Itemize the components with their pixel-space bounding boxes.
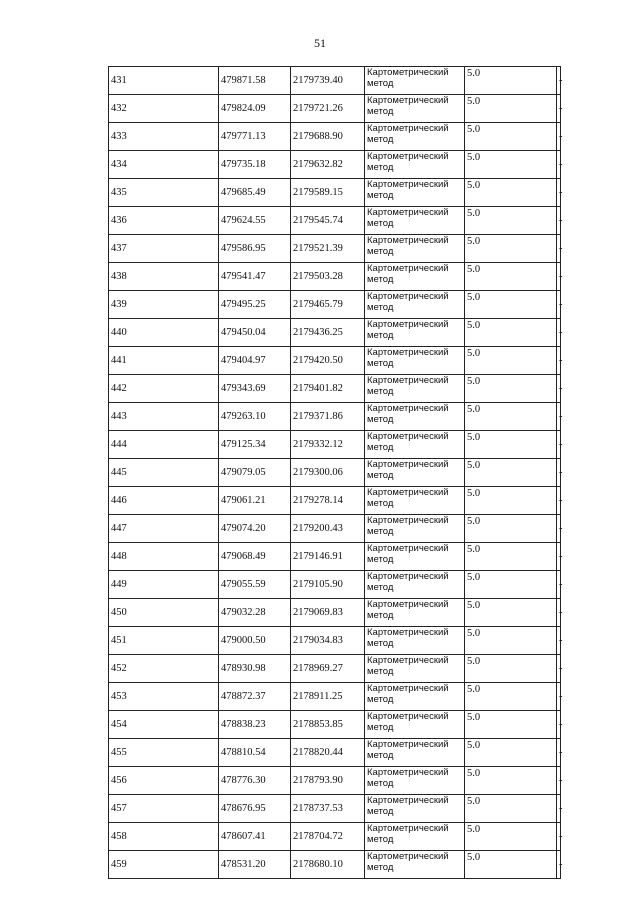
method-cell: Картометрический метод	[365, 571, 465, 599]
note-cell: -	[557, 151, 561, 179]
x-coordinate-cell: 479061.21	[219, 487, 291, 515]
method-cell: Картометрический метод	[365, 739, 465, 767]
point-number-cell: 436	[109, 207, 219, 235]
method-cell: Картометрический метод	[365, 151, 465, 179]
y-coordinate-cell: 2179069.83	[291, 599, 365, 627]
x-coordinate-cell: 479624.55	[219, 207, 291, 235]
point-number-cell: 439	[109, 291, 219, 319]
point-number-cell: 431	[109, 67, 219, 95]
table-row	[109, 403, 561, 431]
table-row	[109, 123, 561, 151]
x-coordinate-cell: 479735.18	[219, 151, 291, 179]
x-coordinate-cell: 479824.09	[219, 95, 291, 123]
y-coordinate-cell: 2178969.27	[291, 655, 365, 683]
method-cell: Картометрический метод	[365, 403, 465, 431]
y-coordinate-cell: 2179300.06	[291, 459, 365, 487]
accuracy-cell: 5.0	[465, 571, 557, 599]
table-row	[109, 599, 561, 627]
point-number-cell: 456	[109, 767, 219, 795]
table-row	[109, 235, 561, 263]
table-row	[109, 179, 561, 207]
accuracy-cell: 5.0	[465, 627, 557, 655]
table-row	[109, 711, 561, 739]
note-cell: -	[557, 319, 561, 347]
y-coordinate-cell: 2179105.90	[291, 571, 365, 599]
method-cell: Картометрический метод	[365, 515, 465, 543]
point-number-cell: 446	[109, 487, 219, 515]
point-number-cell: 458	[109, 823, 219, 851]
y-coordinate-cell: 2179401.82	[291, 375, 365, 403]
note-cell: -	[557, 207, 561, 235]
method-cell: Картометрический метод	[365, 375, 465, 403]
note-cell: -	[557, 403, 561, 431]
y-coordinate-cell: 2179721.26	[291, 95, 365, 123]
accuracy-cell: 5.0	[465, 319, 557, 347]
note-cell: -	[557, 375, 561, 403]
method-cell: Картометрический метод	[365, 291, 465, 319]
method-cell: Картометрический метод	[365, 459, 465, 487]
accuracy-cell: 5.0	[465, 459, 557, 487]
accuracy-cell: 5.0	[465, 235, 557, 263]
point-number-cell: 433	[109, 123, 219, 151]
y-coordinate-cell: 2178704.72	[291, 823, 365, 851]
point-number-cell: 447	[109, 515, 219, 543]
note-cell: -	[557, 739, 561, 767]
method-cell: Картометрический метод	[365, 627, 465, 655]
x-coordinate-cell: 478930.98	[219, 655, 291, 683]
point-number-cell: 454	[109, 711, 219, 739]
point-number-cell: 452	[109, 655, 219, 683]
table-row	[109, 571, 561, 599]
x-coordinate-cell: 479541.47	[219, 263, 291, 291]
table-row	[109, 207, 561, 235]
method-cell: Картометрический метод	[365, 683, 465, 711]
note-cell: -	[557, 543, 561, 571]
method-cell: Картометрический метод	[365, 123, 465, 151]
point-number-cell: 437	[109, 235, 219, 263]
note-cell: -	[557, 711, 561, 739]
method-cell: Картометрический метод	[365, 795, 465, 823]
y-coordinate-cell: 2179146.91	[291, 543, 365, 571]
y-coordinate-cell: 2179503.28	[291, 263, 365, 291]
accuracy-cell: 5.0	[465, 431, 557, 459]
note-cell: -	[557, 123, 561, 151]
y-coordinate-cell: 2178793.90	[291, 767, 365, 795]
table-row	[109, 823, 561, 851]
method-cell: Картометрический метод	[365, 711, 465, 739]
method-cell: Картометрический метод	[365, 655, 465, 683]
method-cell: Картометрический метод	[365, 319, 465, 347]
table-row	[109, 543, 561, 571]
point-number-cell: 443	[109, 403, 219, 431]
table-row	[109, 291, 561, 319]
note-cell: -	[557, 627, 561, 655]
point-number-cell: 442	[109, 375, 219, 403]
accuracy-cell: 5.0	[465, 123, 557, 151]
note-cell: -	[557, 179, 561, 207]
table-row	[109, 67, 561, 95]
method-cell: Картометрический метод	[365, 67, 465, 95]
x-coordinate-cell: 479032.28	[219, 599, 291, 627]
accuracy-cell: 5.0	[465, 403, 557, 431]
y-coordinate-cell: 2179545.74	[291, 207, 365, 235]
note-cell: -	[557, 291, 561, 319]
y-coordinate-cell: 2179465.79	[291, 291, 365, 319]
method-cell: Картометрический метод	[365, 347, 465, 375]
accuracy-cell: 5.0	[465, 347, 557, 375]
table-row	[109, 263, 561, 291]
table-row	[109, 683, 561, 711]
point-number-cell: 457	[109, 795, 219, 823]
note-cell: -	[557, 599, 561, 627]
x-coordinate-cell: 479343.69	[219, 375, 291, 403]
accuracy-cell: 5.0	[465, 823, 557, 851]
x-coordinate-cell: 479068.49	[219, 543, 291, 571]
method-cell: Картометрический метод	[365, 767, 465, 795]
x-coordinate-cell: 479079.05	[219, 459, 291, 487]
accuracy-cell: 5.0	[465, 151, 557, 179]
accuracy-cell: 5.0	[465, 95, 557, 123]
x-coordinate-cell: 479055.59	[219, 571, 291, 599]
note-cell: -	[557, 655, 561, 683]
accuracy-cell: 5.0	[465, 487, 557, 515]
x-coordinate-cell: 478607.41	[219, 823, 291, 851]
coordinates-table	[108, 66, 561, 879]
note-cell: -	[557, 487, 561, 515]
table-row	[109, 515, 561, 543]
note-cell: -	[557, 431, 561, 459]
note-cell: -	[557, 851, 561, 879]
x-coordinate-cell: 479263.10	[219, 403, 291, 431]
note-cell: -	[557, 767, 561, 795]
point-number-cell: 438	[109, 263, 219, 291]
y-coordinate-cell: 2179371.86	[291, 403, 365, 431]
note-cell: -	[557, 235, 561, 263]
x-coordinate-cell: 479074.20	[219, 515, 291, 543]
note-cell: -	[557, 95, 561, 123]
note-cell: -	[557, 795, 561, 823]
table-row	[109, 795, 561, 823]
method-cell: Картометрический метод	[365, 599, 465, 627]
point-number-cell: 448	[109, 543, 219, 571]
method-cell: Картометрический метод	[365, 235, 465, 263]
x-coordinate-cell: 478676.95	[219, 795, 291, 823]
point-number-cell: 450	[109, 599, 219, 627]
page-number: 51	[314, 36, 326, 50]
accuracy-cell: 5.0	[465, 67, 557, 95]
note-cell: -	[557, 67, 561, 95]
method-cell: Картометрический метод	[365, 487, 465, 515]
table-row	[109, 851, 561, 879]
y-coordinate-cell: 2179278.14	[291, 487, 365, 515]
accuracy-cell: 5.0	[465, 767, 557, 795]
y-coordinate-cell: 2178820.44	[291, 739, 365, 767]
x-coordinate-cell: 478776.30	[219, 767, 291, 795]
y-coordinate-cell: 2178911.25	[291, 683, 365, 711]
accuracy-cell: 5.0	[465, 263, 557, 291]
y-coordinate-cell: 2179521.39	[291, 235, 365, 263]
table-row	[109, 347, 561, 375]
y-coordinate-cell: 2179739.40	[291, 67, 365, 95]
table-row	[109, 431, 561, 459]
accuracy-cell: 5.0	[465, 515, 557, 543]
method-cell: Картометрический метод	[365, 95, 465, 123]
accuracy-cell: 5.0	[465, 543, 557, 571]
point-number-cell: 440	[109, 319, 219, 347]
y-coordinate-cell: 2179332.12	[291, 431, 365, 459]
y-coordinate-cell: 2178737.53	[291, 795, 365, 823]
y-coordinate-cell: 2179589.15	[291, 179, 365, 207]
note-cell: -	[557, 515, 561, 543]
x-coordinate-cell: 479404.97	[219, 347, 291, 375]
x-coordinate-cell: 479685.49	[219, 179, 291, 207]
note-cell: -	[557, 571, 561, 599]
method-cell: Картометрический метод	[365, 431, 465, 459]
accuracy-cell: 5.0	[465, 739, 557, 767]
point-number-cell: 444	[109, 431, 219, 459]
accuracy-cell: 5.0	[465, 795, 557, 823]
x-coordinate-cell: 479125.34	[219, 431, 291, 459]
note-cell: -	[557, 683, 561, 711]
accuracy-cell: 5.0	[465, 207, 557, 235]
coordinates-table-body	[109, 67, 561, 879]
table-row	[109, 319, 561, 347]
table-row	[109, 95, 561, 123]
table-row	[109, 151, 561, 179]
table-row	[109, 627, 561, 655]
accuracy-cell: 5.0	[465, 375, 557, 403]
note-cell: -	[557, 459, 561, 487]
point-number-cell: 449	[109, 571, 219, 599]
accuracy-cell: 5.0	[465, 179, 557, 207]
method-cell: Картометрический метод	[365, 543, 465, 571]
y-coordinate-cell: 2179420.50	[291, 347, 365, 375]
y-coordinate-cell: 2179688.90	[291, 123, 365, 151]
x-coordinate-cell: 479871.58	[219, 67, 291, 95]
y-coordinate-cell: 2178853.85	[291, 711, 365, 739]
note-cell: -	[557, 347, 561, 375]
point-number-cell: 434	[109, 151, 219, 179]
x-coordinate-cell: 479450.04	[219, 319, 291, 347]
point-number-cell: 455	[109, 739, 219, 767]
table-row	[109, 767, 561, 795]
note-cell: -	[557, 263, 561, 291]
table-row	[109, 655, 561, 683]
method-cell: Картометрический метод	[365, 823, 465, 851]
accuracy-cell: 5.0	[465, 599, 557, 627]
accuracy-cell: 5.0	[465, 851, 557, 879]
method-cell: Картометрический метод	[365, 179, 465, 207]
y-coordinate-cell: 2179436.25	[291, 319, 365, 347]
method-cell: Картометрический метод	[365, 851, 465, 879]
accuracy-cell: 5.0	[465, 291, 557, 319]
accuracy-cell: 5.0	[465, 655, 557, 683]
x-coordinate-cell: 479586.95	[219, 235, 291, 263]
x-coordinate-cell: 479000.50	[219, 627, 291, 655]
point-number-cell: 451	[109, 627, 219, 655]
y-coordinate-cell: 2179034.83	[291, 627, 365, 655]
x-coordinate-cell: 478838.23	[219, 711, 291, 739]
y-coordinate-cell: 2178680.10	[291, 851, 365, 879]
x-coordinate-cell: 478810.54	[219, 739, 291, 767]
table-row	[109, 739, 561, 767]
point-number-cell: 435	[109, 179, 219, 207]
method-cell: Картометрический метод	[365, 263, 465, 291]
accuracy-cell: 5.0	[465, 683, 557, 711]
note-cell: -	[557, 823, 561, 851]
x-coordinate-cell: 479495.25	[219, 291, 291, 319]
x-coordinate-cell: 478872.37	[219, 683, 291, 711]
y-coordinate-cell: 2179200.43	[291, 515, 365, 543]
y-coordinate-cell: 2179632.82	[291, 151, 365, 179]
table-row	[109, 375, 561, 403]
x-coordinate-cell: 479771.13	[219, 123, 291, 151]
method-cell: Картометрический метод	[365, 207, 465, 235]
point-number-cell: 453	[109, 683, 219, 711]
point-number-cell: 459	[109, 851, 219, 879]
x-coordinate-cell: 478531.20	[219, 851, 291, 879]
accuracy-cell: 5.0	[465, 711, 557, 739]
point-number-cell: 441	[109, 347, 219, 375]
point-number-cell: 445	[109, 459, 219, 487]
table-row	[109, 459, 561, 487]
point-number-cell: 432	[109, 95, 219, 123]
table-row	[109, 487, 561, 515]
